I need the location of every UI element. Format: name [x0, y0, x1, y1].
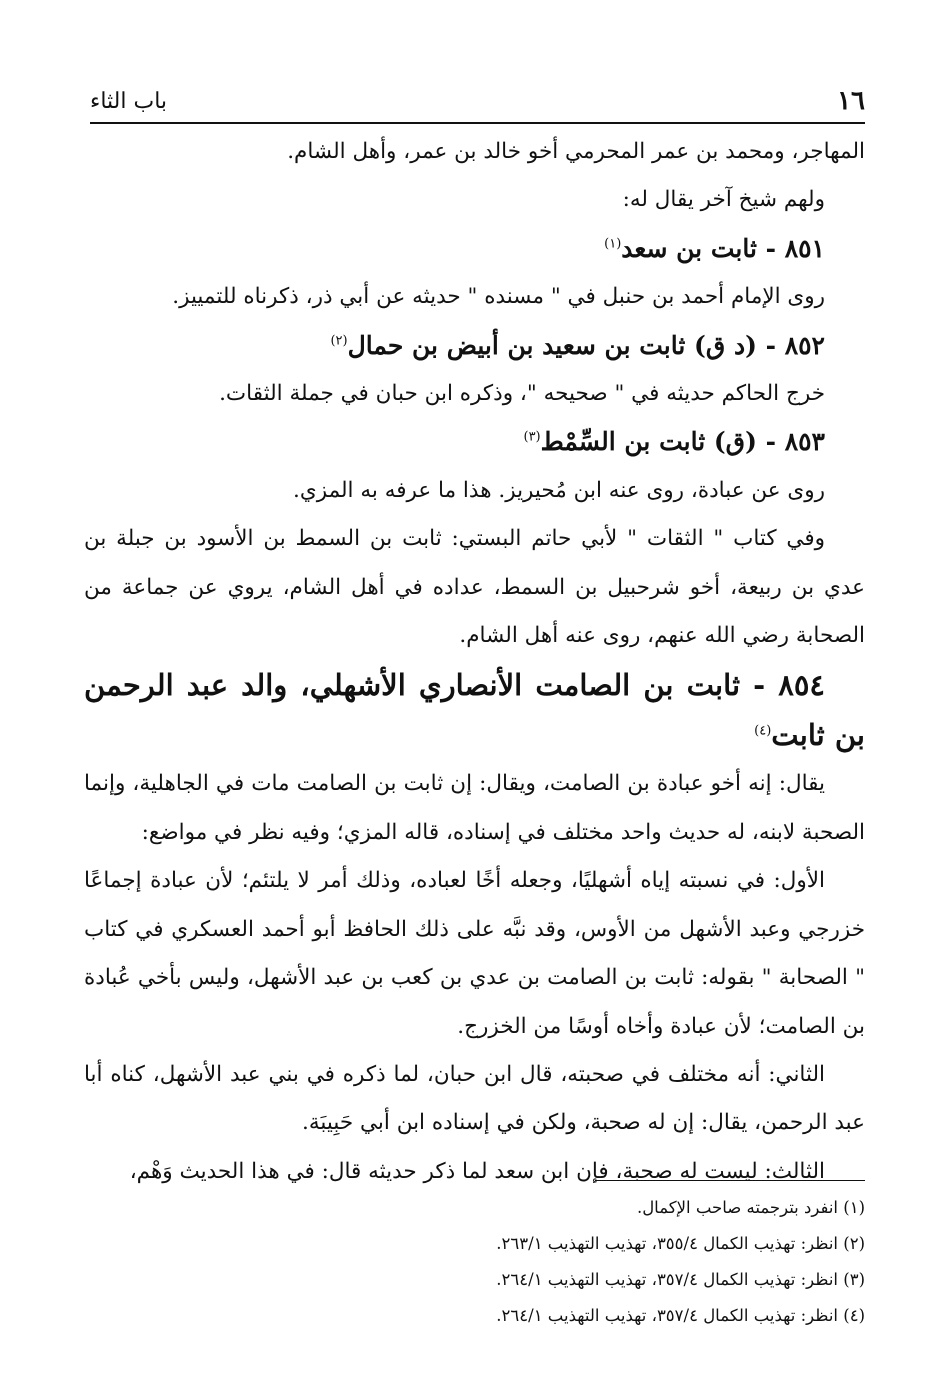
footnote-4: (٤) انظر: تهذيب الكمال ٣٥٧/٤، تهذيب التهذيب ٢٦٤/١. [496, 1306, 865, 1325]
page-header [90, 76, 865, 124]
footnote-3: (٣) انظر: تهذيب الكمال ٣٥٧/٤، تهذيب التهذيب ٢٦٤/١. [496, 1270, 865, 1289]
footnote-1: (١) انفرد بترجمته صاحب الإكمال. [636, 1198, 865, 1217]
entry-heading-854 [84, 660, 865, 760]
entry-heading-852 [84, 322, 865, 370]
entry-heading-text: ٨٥٤ - ثابت بن الصامت الأنصاري الأشهلي، والد عبد الرحمن بن ثابت [84, 668, 865, 753]
footnote-marker[interactable]: (١) [604, 236, 622, 252]
entry-heading-853 [84, 418, 865, 466]
footnote-divider [595, 1180, 865, 1181]
entry-heading-text: ٨٥١ - ثابت بن سعد [621, 233, 825, 263]
running-title: باب الثاء [90, 89, 168, 114]
paragraph: الثالث: ليست له صحبة، فإن ابن سعد لما ذكر حديثه قال: في هذا الحديث وَهْم، [129, 1158, 825, 1184]
paragraph: الأول: في نسبته إياه أشهليًا، وجعله أخًا لعباده، وذلك أمر لا يلتئم؛ لأن عبادة إجماعًا خزرجي وعبد الأشهل من الأوس، وقد نبَّه على ذلك الحافظ أبو أحمد العسكري في كتاب " الصحابة " بقوله: ثابت بن الصامت بن عدي بن كعب بن عبد الأشهل، وليس بأخي عُبادة بن الصامت؛ لأن عبادة وأخاه أوسًا من الخزرج. [84, 868, 865, 1039]
footnotes [84, 1190, 865, 1334]
footnote-marker[interactable]: (٢) [330, 333, 348, 349]
paragraph: روى عن عبادة، روى عنه ابن مُحيريز. هذا ما عرفه به المزي. [293, 477, 825, 503]
paragraph: وفي كتاب " الثقات " لأبي حاتم البستي: ثابت بن السمط بن الأسود بن جبلة بن عدي بن ربيعة، أخو شرحبيل بن السمط، عداده في أهل الشام، يروي عن جماعة من الصحابة رضي الله عنهم، روى عنه أهل الشام. [84, 526, 865, 649]
paragraph: الثاني: أنه مختلف في صحبته، قال ابن حبان، لما ذكره في بني عبد الأشهل، كناه أبا عبد الرحمن، يقال: إن له صحبة، ولكن في إسناده ابن أبي حَبِيبَة. [84, 1061, 865, 1136]
paragraph: ولهم شيخ آخر يقال له: [622, 187, 825, 213]
footnote-2: (٢) انظر: تهذيب الكمال ٣٥٥/٤، تهذيب التهذيب ٢٦٣/١. [496, 1234, 865, 1253]
paragraph: المهاجر، ومحمد بن عمر المحرمي أخو خالد بن عمر، وأهل الشام. [287, 139, 865, 164]
footnote-marker[interactable]: (٣) [523, 430, 541, 446]
paragraph: روى الإمام أحمد بن حنبل في " مسنده " حديثه عن أبي ذر، ذكرناه للتمييز. [172, 284, 825, 310]
page-number: ١٦ [837, 86, 865, 116]
paragraph: يقال: إنه أخو عبادة بن الصامت، ويقال: إن ثابت بن الصامت مات في الجاهلية، وإنما الصحبة لابنه، له حديث واحد مختلف في إسناده، قاله المزي؛ وفيه نظر في مواضع: [84, 771, 865, 845]
main-text [84, 128, 865, 1196]
footnote-marker[interactable]: (٤) [754, 723, 772, 739]
entry-heading-text: ٨٥٢ - (د ق) ثابت بن سعيد بن أبيض بن حمال [347, 330, 825, 360]
entry-heading-851 [84, 225, 865, 273]
paragraph: خرج الحاكم حديثه في " صحيحه "، وذكره ابن حبان في جملة الثقات. [219, 381, 825, 407]
entry-heading-text: ٨٥٣ - (ق) ثابت بن السِّمْط [540, 427, 825, 457]
